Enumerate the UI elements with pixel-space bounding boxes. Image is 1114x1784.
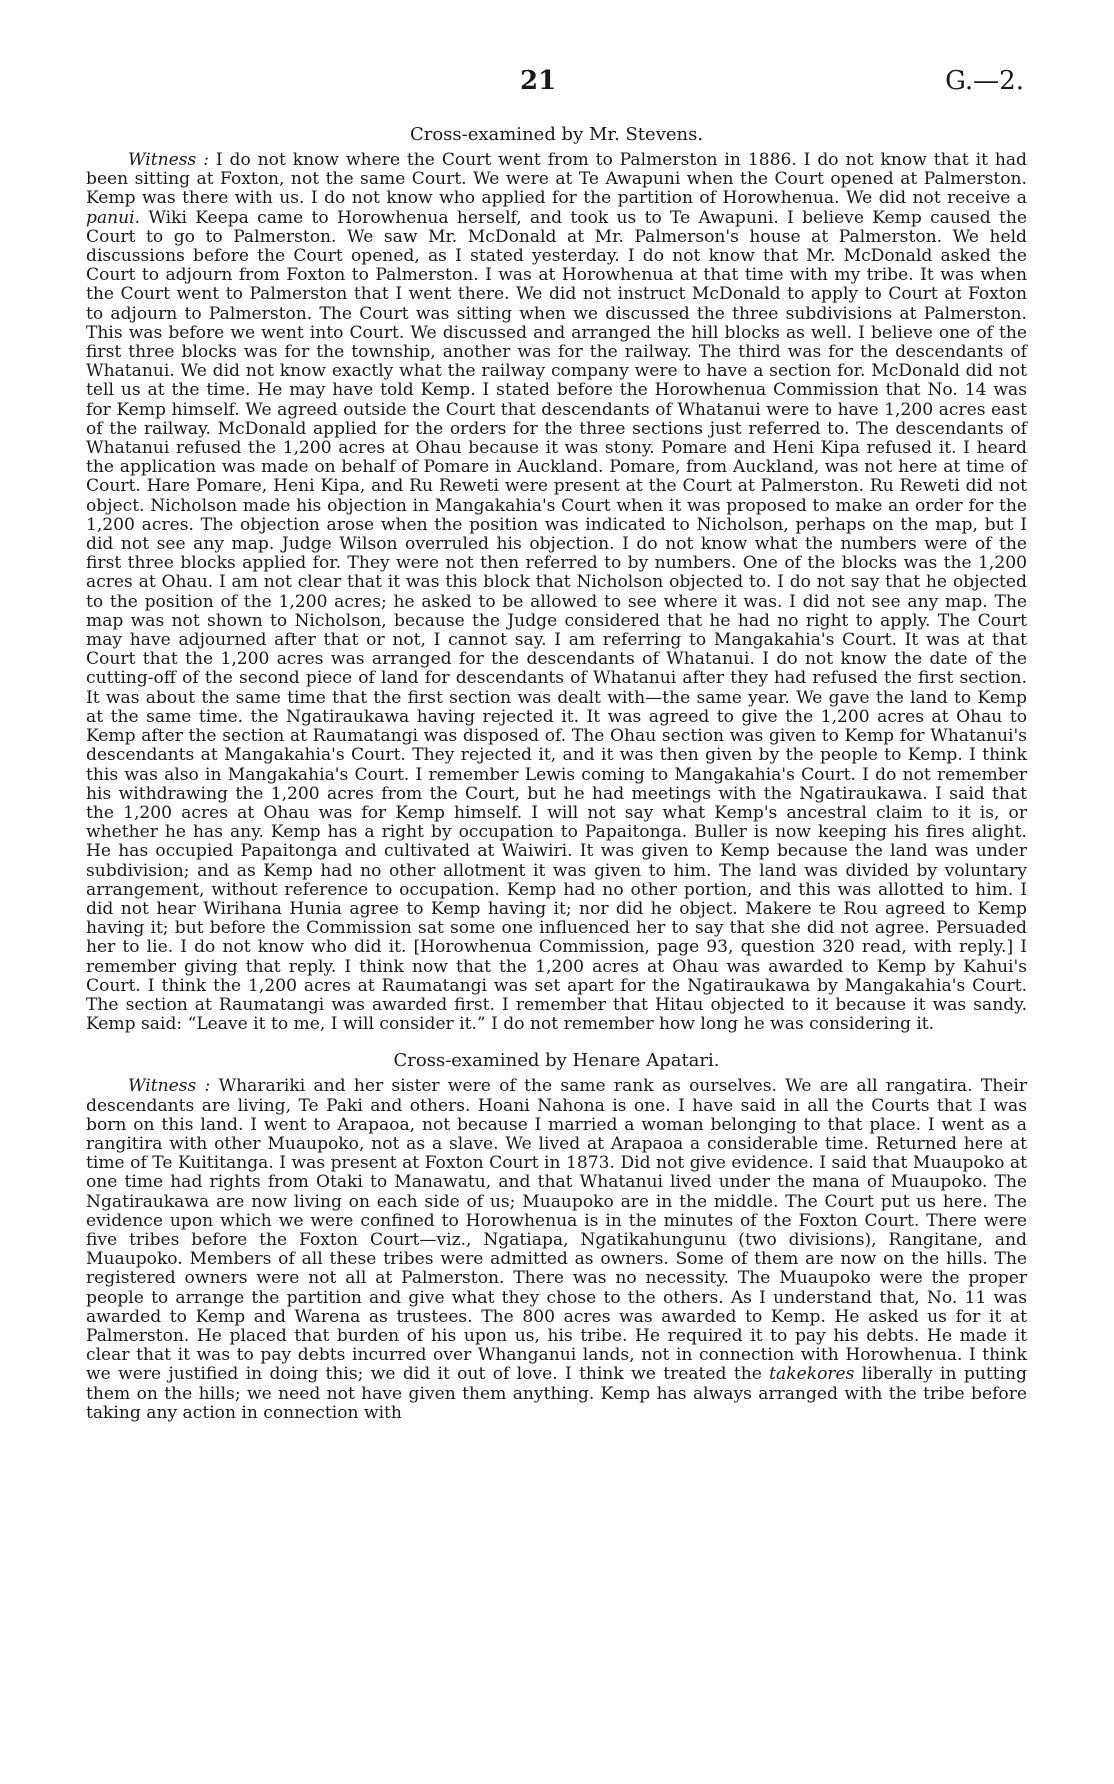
section-heading: Cross-examined by Mr. Stevens. <box>409 124 704 145</box>
section-apatari <box>86 1050 1027 1423</box>
testimony-paragraph <box>86 151 1027 1034</box>
testimony-text: Wharariki and her sister were of the same rank as ourselves. We are all rangatira. Their descendants are living, Te Paki and others. Hoani Nahona is one. I have said in all the Courts that I was born on this land. I went to Arapaoa, not because I married a woman belonging to that place. I went as a rangitira with other Muaupoko, not as a slave. We lived at Arapaoa a considerable time. Returned here at time of Te Kuititanga. I was present at Foxton Court in 1873. Did not give evidence. I said that Muaupoko at one time had rights from Otaki to Manawatu, and that Whatanui lived under the mana of Muaupoko. The Ngatiraukawa are now living on each side of us; Muaupoko are in the middle. The Court put us here. The evidence upon which we were confined to Horowhenua is in the minutes of the Foxton Court. There were five tribes before the Foxton Court—viz., Ngatiapa, Ngatikahungunu (two divisions), Rangitane, and Muaupoko. Members of all these tribes were admitted as owners. Some of them are now on the hills. The registered owners were not all at Palmerston. There was no necessity. The Muaupoko were the proper people to arrange the partition and give what they chose to the others. As I understand that, No. 11 was awarded to Kemp and Warena as trustees. The 800 acres was awarded to Kemp. He asked us for it at Palmerston. He placed that burden of his upon us, his tribe. He required it to pay his debts. He made it clear that it was to pay debts incurred over Whanganui lands, not in connection with Horowhenua. I think we were justified in doing this; we did it out of love. I think we treated the <box>86 1076 1027 1385</box>
section-heading: Cross-examined by Henare Apatari. <box>393 1050 720 1072</box>
section-stevens <box>86 124 1027 1034</box>
page-number: 21 <box>520 66 557 96</box>
italic-term: panui. <box>86 207 141 228</box>
italic-term: takekores <box>769 1364 855 1385</box>
witness-label: Witness : <box>128 150 209 170</box>
page-content <box>86 114 1027 1423</box>
document-reference: G.—2. <box>945 66 1024 96</box>
testimony-text: I do not know where the Court went from to Palmerston in 1886. I do not know that it had been sitting at Foxton, not the same Court. We were at Te Awapuni when the Court opened at Palmerston. Kemp was there with us. I do not know who applied for the partition of Horowhenua. We did not receive a <box>86 150 1028 209</box>
testimony-paragraph <box>86 1077 1027 1423</box>
witness-label: Witness : <box>128 1076 211 1097</box>
testimony-text: liberally in putting them on the hills; we need not have given them anything. Kemp has always arranged with the tribe before taking any action in connection with <box>86 1364 1027 1423</box>
testimony-text: Wiki Keepa came to Horowhenua herself, and took us to Te Awapuni. I believe Kemp caused the Court to go to Palmerston. We saw Mr. McDonald at Mr. Palmerson's house at Palmerston. We held discussions before the Court opened, as I stated yesterday. I do not know that Mr. McDonald asked the Court to adjourn from Foxton to Palmerston. I was at Horowhenua at that time with my tribe. It was when the Court went to Palmerston that I went there. We did not instruct McDonald to apply to Court at Foxton to adjourn to Palmerston. The Court was sitting when we discussed the three subdivisions at Palmerston. This was before we went into Court. We discussed and arranged the hill blocks as well. I believe one of the first three blocks was for the township, another was for the railway. The third was for the descendants of Whatanui. We did not know exactly what the railway company were to have a section for. McDonald did not tell us at the time. He may have told Kemp. I stated before the Horowhenua Commission that No. 14 was for Kemp himself. We agreed outside the Court that descendants of Whatanui were to have 1,200 acres east of the railway. McDonald applied for the orders for the three sections just referred to. The descendants of Whatanui refused the 1,200 acres at Ohau because it was stony. Pomare and Heni Kipa refused it. I heard the application was made on behalf of Pomare in Auckland. Pomare, from Auckland, was not here at time of Court. Hare Pomare, Heni Kipa, and Ru Reweti were present at the Court at Palmerston. Ru Reweti did not object. Nicholson made his objection in Mangakahia's Court when it was proposed to make an order for the 1,200 acres. The objection arose when the position was indicated to Nicholson, perhaps on the map, but I did not see any map. Judge Wilson overruled his objection. I do not know what the numbers were of the first three blocks applied for. They were not then referred to by numbers. One of the blocks was the 1,200 acres at Ohau. I am not clear that it was this block that Nicholson objected to. I do not say that he objected to the position of the 1,200 acres; he asked to be allowed to see where it was. I did not see any map. The map was not shown to Nicholson, because the Judge considered that he had no right to apply. The Court may have adjourned after that or not, I cannot say. I am referring to Mangakahia's Court. It was at that Court that the 1,200 acres was arranged for the descendants of Whatanui. I do not know the date of the cutting-off of the second piece of land for descendants of Whatanui after they had refused the first section. It was about the same time that the first section was dealt with—the same year. We gave the land to Kemp at the same time. the Ngatiraukawa having rejected it. It was agreed to give the 1,200 acres at Ohau to Kemp after the section at Raumatangi was disposed of. The Ohau section was given to Kemp for Whatanui's descendants at Mangakahia's Court. They rejected it, and it was then given by the people to Kemp. I think this was also in Mangakahia's Court. I remember Lewis coming to Mangakahia's Court. I do not remember his withdrawing the 1,200 acres from the Court, but he had meetings with the Ngatiraukawa. I said that the 1,200 acres at Ohau was for Kemp himself. I will not say what Kemp's ancestral claim to it is, or whether he has any. Kemp has a right by occupation to Papaitonga. Buller is now keeping his fires alight. He has occupied Papaitonga and cultivated at Waiwiri. It was given to Kemp because the land was under subdivision; and as Kemp had no other allotment it was given to him. The land was divided by voluntary arrangement, without reference to occupation. Kemp had no other portion, and this was allotted to him. I did not hear Wirihana Hunia agree to Kemp having it; nor did he object. Makere te Rou agreed to Kemp having it; but before the Commission sat some one influenced her to say that she did not agree. Persuaded her to lie. I do not know who did it. [Horowhenua Commission, page 93, question 320 read, with reply.] I remember giving that reply. I think now that the 1,200 acres at Ohau was awarded to Kemp by Kahui's Court. I think the 1,200 acres at Raumatangi was set apart for the Ngatiraukawa by Mangakahia's Court. The section at Raumatangi was awarded first. I remember that Hitau objected to it because it was sandy. Kemp said: “Leave it to me, I will consider it.” I do not remember how long he was considering it. <box>86 207 1027 1035</box>
page-header <box>0 66 1114 106</box>
